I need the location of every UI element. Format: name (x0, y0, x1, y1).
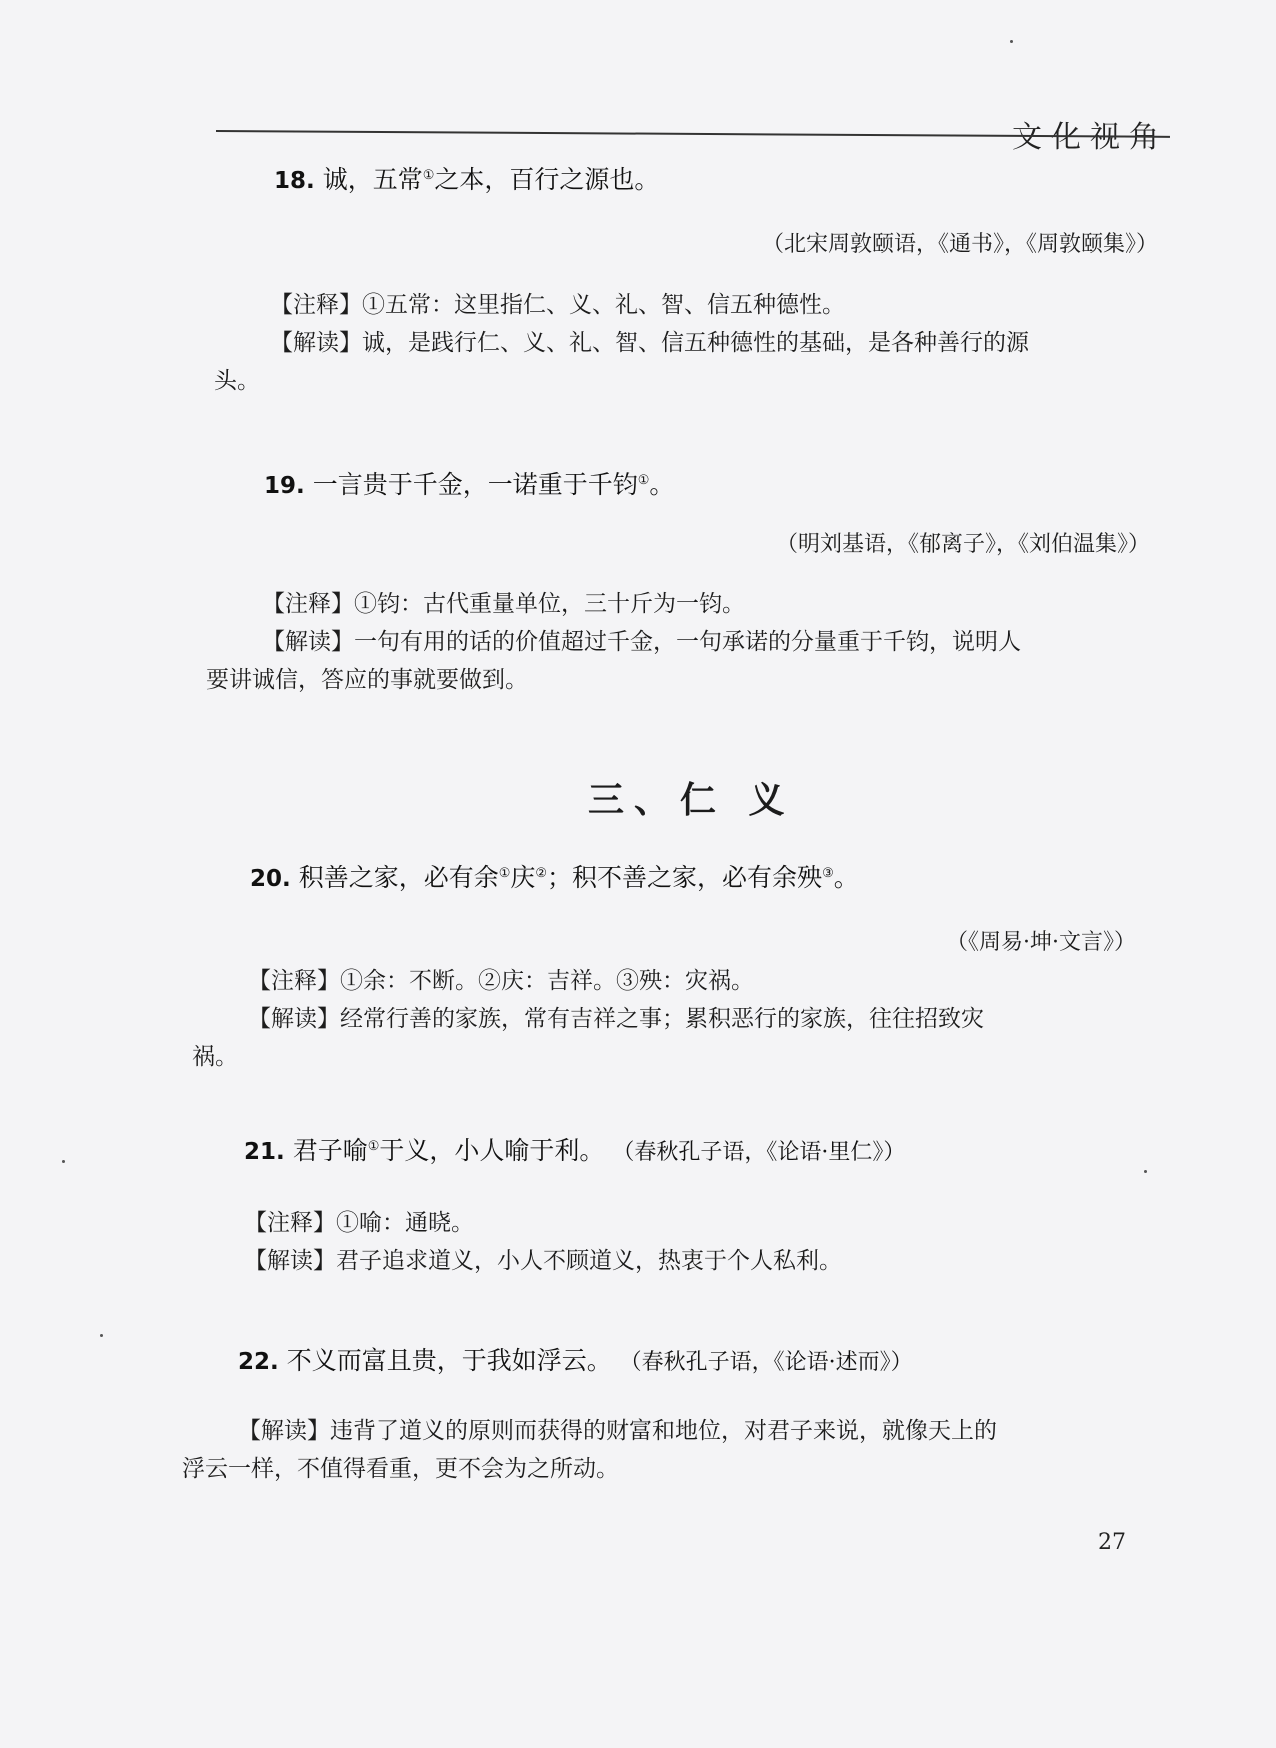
entry-number: 19. (264, 473, 305, 499)
entry-19-notes (206, 585, 1162, 699)
entry-21-notes (244, 1204, 1144, 1280)
annotation: 【注释】①钧：古代重量单位，三十斤为一钧。 (262, 591, 745, 617)
entry-number: 20. (250, 866, 291, 892)
entry-22-source: （春秋孔子语，《论语·述而》） (619, 1350, 913, 1375)
entry-20-source: （《周易·坤·文言》） (946, 930, 1136, 955)
interpretation-continued: 要讲诚信，答应的事就要做到。 (206, 667, 528, 693)
section-heading: 三、仁 义 (588, 779, 795, 821)
quote-text: 君子喻 (292, 1136, 368, 1165)
entry-21-source: （春秋孔子语，《论语·里仁》） (612, 1140, 906, 1165)
annotation: 【注释】①余：不断。②庆：吉祥。③殃：灾祸。 (248, 968, 754, 994)
entry-22-quote (238, 1344, 913, 1380)
footnote-marker: ① (498, 866, 511, 881)
entry-number: 18. (274, 168, 315, 194)
quote-text: 于义，小人喻于利。 (379, 1136, 605, 1165)
interpretation: 【解读】诚，是践行仁、义、礼、智、信五种德性的基础，是各种善行的源 (270, 330, 1029, 356)
scan-speck (1144, 1170, 1147, 1173)
interpretation: 【解读】经常行善的家族，常有吉祥之事；累积恶行的家族，往往招致灾 (248, 1006, 984, 1032)
quote-text: 积善之家，必有余 (298, 863, 499, 892)
running-header: 文化视角 (1012, 120, 1168, 155)
quote-text: 庆 (510, 863, 536, 892)
footnote-marker: ① (422, 168, 435, 183)
quote-text: 诚，五常 (322, 165, 423, 194)
quote-text: 之本，百行之源也。 (434, 165, 660, 194)
entry-18-notes (214, 286, 1170, 400)
interpretation: 【解读】君子追求道义，小人不顾道义，热衷于个人私利。 (244, 1248, 842, 1274)
quote-text: 一言贵于千金，一诺重于千钧 (312, 470, 638, 499)
entry-20-quote (250, 861, 859, 896)
footnote-marker: ③ (822, 866, 834, 881)
interpretation-continued: 头。 (214, 368, 260, 394)
scan-speck (1010, 40, 1013, 43)
interpretation: 【解读】一句有用的话的价值超过千金，一句承诺的分量重于千钧，说明人 (262, 629, 1021, 655)
interpretation-continued: 浮云一样，不值得看重，更不会为之所动。 (182, 1456, 619, 1482)
page-number: 27 (1098, 1530, 1126, 1555)
entry-21-quote (244, 1134, 905, 1170)
entry-19-quote (264, 468, 674, 503)
entry-18-source: （北宋周敦颐语，《通书》，《周敦颐集》） (761, 232, 1158, 257)
scan-speck (62, 1160, 65, 1163)
entry-19-source: （明刘基语，《郁离子》，《刘伯温集》） (775, 532, 1150, 557)
entry-18-quote (274, 163, 659, 198)
quote-text: ；积不善之家，必有余殃 (547, 863, 823, 892)
annotation: 【注释】①五常：这里指仁、义、礼、智、信五种德性。 (270, 292, 845, 318)
footnote-marker: ② (535, 866, 548, 881)
entry-number: 22. (238, 1349, 279, 1375)
quote-text: 不义而富且贵，于我如浮云。 (286, 1346, 612, 1375)
interpretation-continued: 祸。 (192, 1044, 238, 1070)
entry-22-notes (182, 1412, 1138, 1488)
scan-speck (100, 1334, 103, 1337)
footnote-marker: ① (637, 473, 650, 488)
quote-text: 。 (649, 470, 675, 499)
entry-20-notes (192, 962, 1148, 1076)
annotation: 【注释】①喻：通晓。 (244, 1210, 474, 1236)
footnote-marker: ① (367, 1139, 380, 1154)
entry-number: 21. (244, 1139, 285, 1165)
interpretation: 【解读】违背了道义的原则而获得的财富和地位，对君子来说，就像天上的 (238, 1418, 997, 1444)
quote-text: 。 (833, 863, 859, 892)
